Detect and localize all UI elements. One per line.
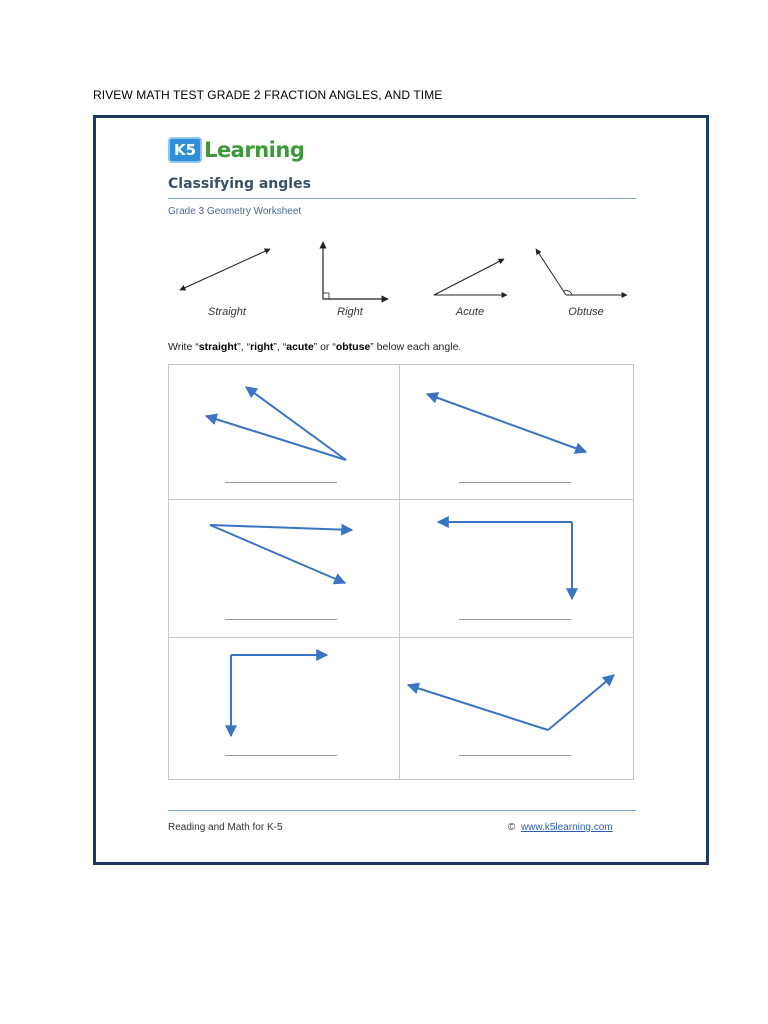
document-title: RIVEW MATH TEST GRADE 2 FRACTION ANGLES, AND TIME: [93, 88, 443, 102]
exercise-angle-2: [427, 394, 586, 452]
worksheet-title: Classifying angles: [168, 176, 311, 192]
footer-url-link[interactable]: www.k5learning.com: [520, 822, 613, 833]
acute-label: Acute: [455, 306, 485, 318]
logo-badge: K5: [168, 137, 202, 163]
instructions: Write “straight”, “right”, “acute” or “obtuse” below each angle.: [168, 341, 462, 353]
exercise-angle-3: [210, 525, 352, 583]
right-label: Right: [337, 306, 363, 318]
exercise-angle-5: [231, 655, 327, 736]
exercise-angles: [96, 118, 706, 862]
exercise-angle-1: [206, 387, 346, 460]
obtuse-label: Obtuse: [568, 306, 604, 318]
straight-label: Straight: [208, 306, 246, 318]
worksheet-subtitle: Grade 3 Geometry Worksheet: [168, 206, 302, 217]
exercise-angle-6: [408, 675, 614, 730]
copyright-symbol: ©: [508, 822, 516, 833]
footer-copyright: [508, 822, 613, 833]
worksheet-image: [93, 115, 709, 865]
logo-text: Learning: [204, 138, 305, 162]
footer-divider: [168, 810, 636, 811]
exercise-angle-4: [438, 522, 572, 599]
footer-tagline: Reading and Math for K-5: [168, 822, 283, 833]
